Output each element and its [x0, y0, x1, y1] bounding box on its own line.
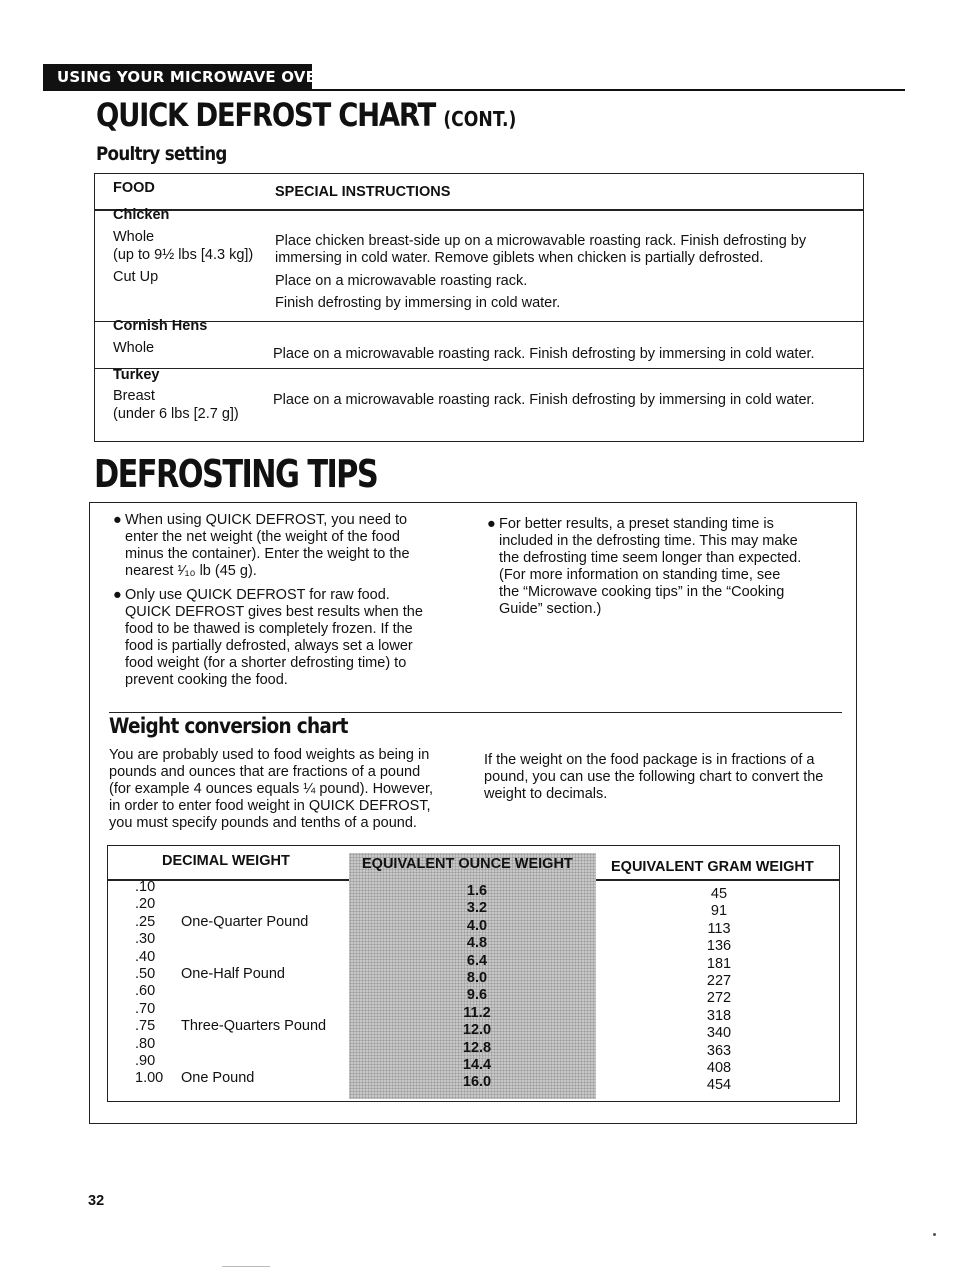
- table-row-divider: [95, 368, 863, 369]
- conversion-intro-left: You are probably used to food weights as being in pounds and ounces that are fractions of a pound (for example 4 ounces equals ¼ pound). However, in order to enter food weight in QUICK DEFROST, you must specify pounds and tenths of a pound.: [109, 747, 434, 831]
- page-number: 32: [88, 1193, 105, 1209]
- table-cell: [181, 1001, 326, 1018]
- section-divider: [109, 712, 842, 713]
- table-cell: .90: [135, 1053, 156, 1070]
- table-cell: 3.2: [466, 900, 488, 917]
- instruction-text: Place on a microwavable roasting rack. Finish defrosting by immersing in cold water.: [273, 346, 815, 362]
- table-cell: 136: [706, 938, 732, 955]
- table-header-rule: [95, 209, 863, 211]
- scan-mark: [222, 1266, 270, 1267]
- instruction-text: Finish defrosting by immersing in cold water.: [275, 295, 561, 311]
- table-cell: 363: [706, 1042, 732, 1059]
- table-cell: .80: [135, 1035, 156, 1052]
- table-cell: .50: [135, 966, 156, 983]
- table-cell: One-Half Pound: [181, 965, 285, 982]
- table-cell: 9.6: [466, 987, 488, 1004]
- col-header-gram: EQUIVALENT GRAM WEIGHT: [611, 859, 814, 875]
- instruction-text: Place on a microwavable roasting rack.: [275, 273, 528, 289]
- section-banner: USING YOUR MICROWAVE OVEN: [43, 64, 312, 90]
- table-cell: .75: [135, 1018, 156, 1035]
- table-cell: 340: [706, 1025, 732, 1042]
- table-cell: 6.4: [466, 952, 488, 969]
- col-header-decimal: DECIMAL WEIGHT: [162, 853, 290, 869]
- table-row-divider: [95, 321, 863, 322]
- table-cell: 408: [706, 1060, 732, 1077]
- label-column: [181, 879, 326, 1088]
- table-cell: 11.2: [463, 1004, 491, 1021]
- table-cell: .30: [135, 931, 156, 948]
- table-cell: 4.0: [466, 917, 488, 934]
- decimal-column: [135, 879, 163, 1088]
- food-group-turkey: Turkey: [113, 367, 160, 383]
- table-cell: 12.8: [462, 1039, 492, 1056]
- header-rule: [43, 89, 905, 91]
- table-cell: [181, 1036, 326, 1053]
- food-item: Whole: [113, 340, 155, 356]
- scan-speck: [933, 1233, 936, 1236]
- food-group-chicken: Chicken: [113, 207, 170, 223]
- tip-bullet-1: ● When using QUICK DEFROST, you need to enter the net weight (the weight of the food minus the container). Enter the weight to the nearest ¹⁄₁₀ lb (45 g).: [113, 512, 410, 579]
- table-cell: One Pound: [181, 1070, 255, 1087]
- table-cell: .20: [135, 896, 156, 913]
- table-cell: 113: [707, 920, 731, 937]
- food-weight-note: (under 6 lbs [2.7 g]): [113, 406, 239, 422]
- table-cell: 318: [706, 1007, 732, 1024]
- food-weight-note: (up to 9½ lbs [4.3 kg]): [113, 247, 254, 263]
- page-title-text: QUICK DEFROST CHART: [96, 96, 436, 134]
- page-title: [96, 96, 516, 134]
- table-cell: 1.6: [466, 883, 488, 899]
- table-cell: 272: [706, 990, 732, 1007]
- table-cell: [181, 949, 326, 966]
- instruction-text: Place chicken breast-side up on a microwavable roasting rack. Finish defrosting by: [275, 233, 807, 249]
- col-header-instructions: SPECIAL INSTRUCTIONS: [275, 184, 451, 200]
- instruction-text: Place on a microwavable roasting rack. Finish defrosting by immersing in cold water.: [273, 392, 815, 408]
- table-cell: .70: [135, 1000, 156, 1017]
- table-cell: .25: [135, 913, 156, 930]
- tip-bullet-3: ● For better results, a preset standing time is included in the defrosting time. This may make the defrosting time seem longer than expected. (For more information on standing time, see the “Microwave cooking tips” in the “Cooking Guide” section.): [487, 516, 802, 617]
- table-cell: 91: [710, 903, 728, 920]
- table-cell: [181, 931, 326, 948]
- bullet-icon: ●: [113, 587, 122, 603]
- table-cell: 45: [710, 886, 728, 902]
- table-cell: 181: [706, 955, 732, 972]
- table-cell: 12.0: [462, 1022, 492, 1039]
- col-header-food: FOOD: [113, 180, 155, 196]
- col-header-ounce: EQUIVALENT OUNCE WEIGHT: [362, 856, 573, 872]
- food-group-cornish: Cornish Hens: [113, 318, 208, 334]
- conversion-title: Weight conversion chart: [109, 714, 348, 738]
- table-cell: 8.0: [466, 970, 488, 987]
- food-item: Cut Up: [113, 269, 159, 285]
- food-item: Whole: [113, 229, 155, 245]
- table-cell: [181, 983, 326, 1000]
- table-cell: .10: [135, 879, 156, 895]
- table-cell: .60: [135, 983, 156, 1000]
- instruction-text: immersing in cold water. Remove giblets when chicken is partially defrosted.: [275, 250, 764, 266]
- bullet-icon: ●: [113, 512, 122, 528]
- table-cell: [181, 879, 326, 896]
- conversion-intro-right: If the weight on the food package is in fractions of a pound, you can use the following chart to convert the weight to decimals.: [484, 752, 824, 802]
- food-item: Breast: [113, 388, 155, 404]
- bullet-icon: ●: [487, 516, 496, 532]
- table-cell: 227: [706, 973, 732, 990]
- defrosting-tips-title: DEFROSTING TIPS: [94, 452, 378, 496]
- table-cell: [181, 1053, 326, 1070]
- table-cell: Three-Quarters Pound: [181, 1018, 327, 1035]
- ounce-column: [452, 883, 502, 1092]
- table-cell: [181, 896, 326, 913]
- poultry-subtitle: Poultry setting: [96, 143, 227, 165]
- table-cell: One-Quarter Pound: [181, 913, 309, 930]
- table-cell: 14.4: [462, 1057, 492, 1074]
- table-cell: .40: [135, 948, 156, 965]
- gram-column: [696, 886, 742, 1095]
- tip-bullet-2: ● Only use QUICK DEFROST for raw food. QUICK DEFROST gives best results when the food to be thawed is completely frozen. If the food is partially defrosted, always set a lower food weight (for a shorter defrosting time) to prevent cooking the food.: [113, 587, 423, 688]
- page-title-cont: (CONT.): [443, 107, 517, 131]
- table-cell: 454: [706, 1077, 732, 1094]
- table-cell: 16.0: [462, 1074, 492, 1091]
- table-cell: 1.00: [135, 1070, 164, 1087]
- table-cell: 4.8: [466, 935, 488, 952]
